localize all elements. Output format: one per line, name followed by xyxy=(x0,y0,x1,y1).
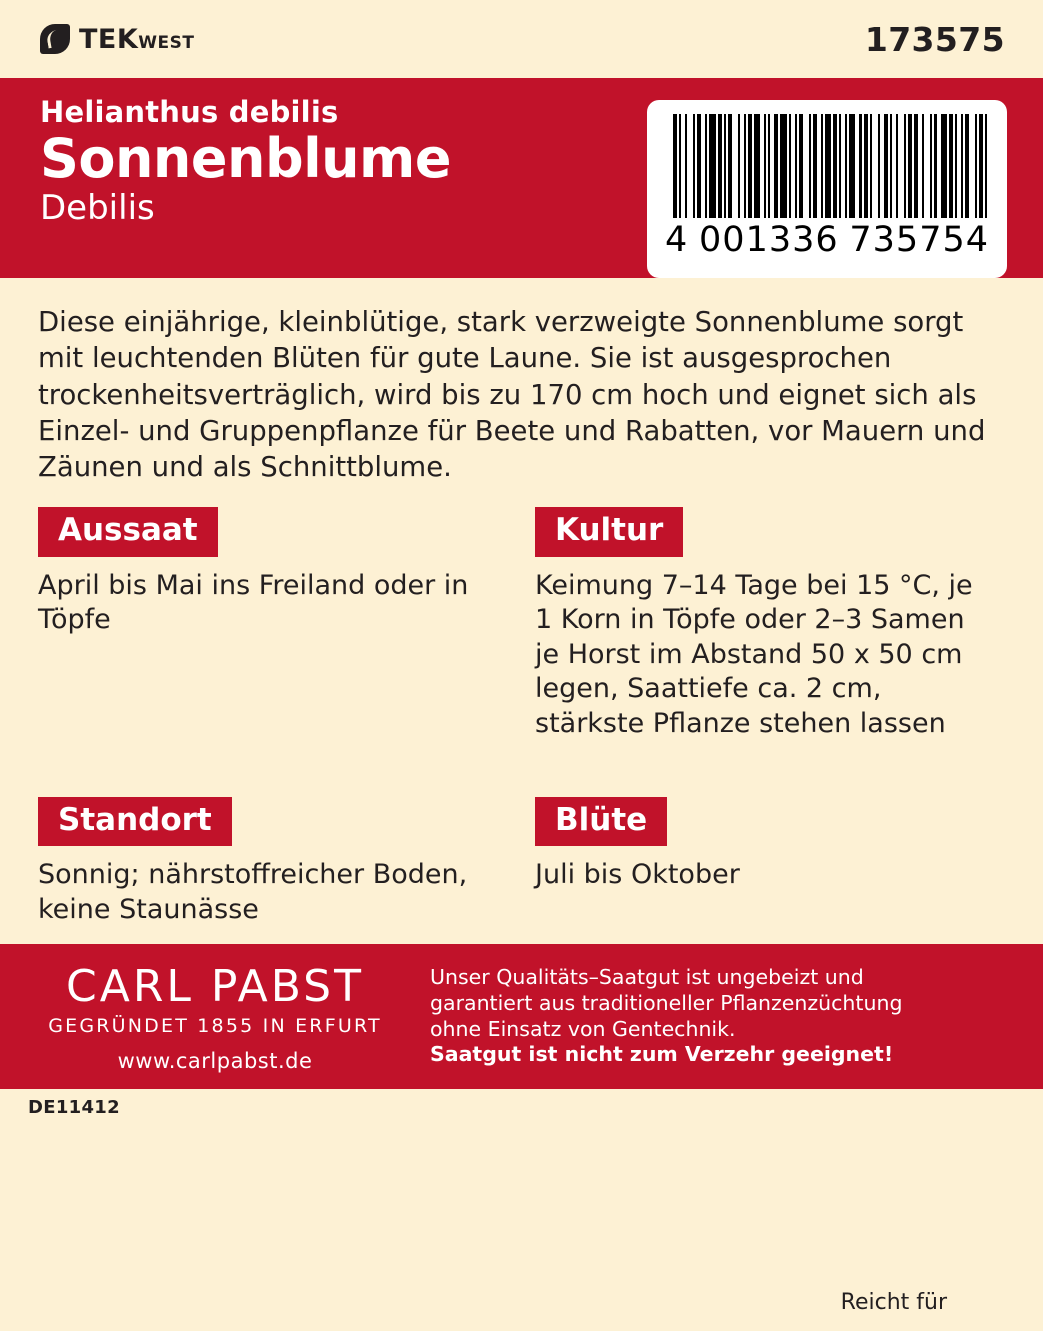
section-kultur-title: Kultur xyxy=(535,507,683,556)
section-kultur xyxy=(535,507,1005,741)
barcode xyxy=(647,100,1007,278)
batch-code: DE11412 xyxy=(28,1097,120,1118)
barcode-left-group: 001336 xyxy=(699,220,839,260)
consumption-warning: Saatgut ist nicht zum Verzehr geeignet! xyxy=(430,1042,894,1067)
brand-name-main: TEK xyxy=(79,23,139,55)
company-website[interactable]: www.carlpabst.de xyxy=(117,1048,313,1073)
common-name: Sonnenblume xyxy=(40,127,451,191)
company-block xyxy=(0,960,430,1072)
brand-name-sub: WEST xyxy=(138,32,195,53)
quality-line-1: Unser Qualitäts–Saatgut ist ungebeizt und xyxy=(430,964,864,989)
leaf-icon xyxy=(40,24,70,54)
section-standort-title: Standort xyxy=(38,797,232,846)
barcode-lead-digit: 4 xyxy=(665,220,689,260)
article-number: 173575 xyxy=(864,19,1005,59)
company-name: CARL PABST xyxy=(66,961,364,1013)
variety-name: Debilis xyxy=(40,188,155,229)
quality-line-2: garantiert aus traditioneller Pflanzenzüchtung xyxy=(430,990,903,1015)
product-header xyxy=(0,78,1043,278)
section-aussaat-title: Aussaat xyxy=(38,507,218,556)
cultivation-info xyxy=(0,485,1043,927)
description-text: Diese einjährige, kleinblütige, stark verzweigte Sonnenblume sorgt mit leuchtenden Blüten für gute Laune. Sie ist ausgesprochen trockenheitsverträglich, wird bis zu 170 cm hoch und eignet sich als Einzel- und Gruppenpflanze für Beete und Rabatten, vor Mauern und Zäunen und als Schnittblume. xyxy=(38,306,986,484)
section-standort-text: Sonnig; nährstoffreicher Boden, keine Staunässe xyxy=(38,859,468,925)
section-aussaat-text: April bis Mai ins Freiland oder in Töpfe xyxy=(38,569,469,636)
quality-statement xyxy=(430,965,1043,1068)
quality-line-3: ohne Einsatz von Gentechnik. xyxy=(430,1016,736,1041)
barcode-right-group: 735754 xyxy=(849,220,989,260)
top-bar xyxy=(0,0,1043,78)
company-founded: GEGRÜNDET 1855 IN ERFURT xyxy=(48,1014,382,1037)
brand-logo xyxy=(40,24,195,54)
section-standort xyxy=(38,759,535,927)
section-bluete-text: Juli bis Oktober xyxy=(535,859,740,891)
coverage-label: Reicht für xyxy=(840,1290,947,1315)
barcode-bars xyxy=(663,114,991,218)
section-kultur-text: Keimung 7–14 Tage bei 15 °C, je 1 Korn in Töpfe oder 2–3 Samen je Horst im Abstand 50 x 50 cm legen, Saattiefe ca. 2 cm, stärkste Pflanze stehen lassen xyxy=(535,569,973,739)
section-bluete-title: Blüte xyxy=(535,797,667,846)
section-bluete xyxy=(535,759,1005,927)
latin-name: Helianthus debilis xyxy=(40,95,339,129)
footer-band xyxy=(0,944,1043,1089)
barcode-digits xyxy=(663,218,991,260)
section-aussaat xyxy=(38,507,535,741)
brand-name xyxy=(79,23,195,55)
